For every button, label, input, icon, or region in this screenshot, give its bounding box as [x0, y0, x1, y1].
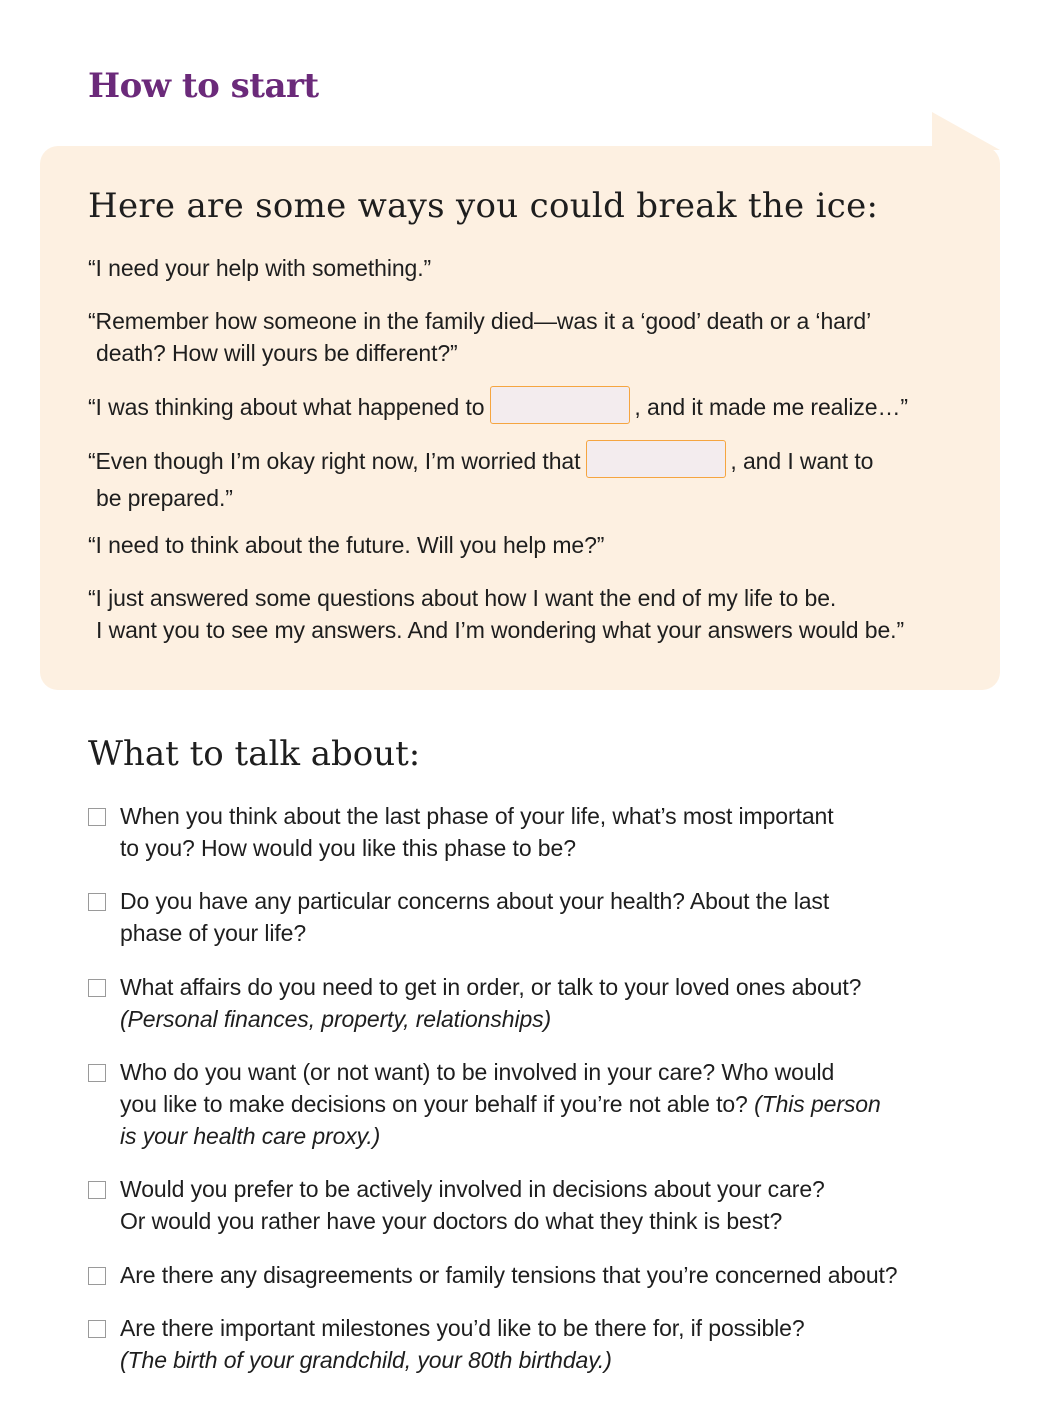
item-note: (This person [754, 1091, 881, 1117]
checkbox[interactable] [88, 979, 106, 997]
item-line: Would you prefer to be actively involved in decisions about your care? [120, 1176, 825, 1202]
item-line: Or would you rather have your doctors do what they think is best? [120, 1208, 783, 1234]
item-line: Do you have any particular concerns about your health? About the last [120, 888, 830, 914]
item-line: to you? How would you like this phase to be? [120, 835, 576, 861]
quote-text: “Remember how someone in the family died—was it a ‘good’ death or a ‘hard’ [88, 308, 872, 334]
item-note: is your health care proxy.) [120, 1123, 381, 1149]
fill-in-blank[interactable] [490, 386, 630, 424]
checklist-item-text [120, 971, 968, 1035]
icebreaker-quote-1 [88, 252, 431, 284]
quote-text-continued: be prepared.” [96, 485, 233, 511]
quote-text: , and I want to [730, 448, 874, 475]
section-title: How to start [88, 66, 319, 106]
quote-text: “I was thinking about what happened to [88, 394, 485, 421]
checklist-item-text [120, 1173, 968, 1237]
item-line: Are there any disagreements or family tensions that you’re concerned about? [120, 1262, 898, 1288]
item-line: Who do you want (or not want) to be involved in your care? Who would [120, 1059, 835, 1085]
checkbox[interactable] [88, 1181, 106, 1199]
item-note: (The birth of your grandchild, your 80th birthday.) [120, 1347, 612, 1373]
quote-text-continued: death? How will yours be different?” [96, 340, 458, 366]
checklist-item [88, 1312, 968, 1376]
talk-heading: What to talk about: [88, 734, 421, 774]
checkbox[interactable] [88, 893, 106, 911]
checkbox[interactable] [88, 1064, 106, 1082]
checklist-item [88, 885, 968, 949]
item-line: you like to make decisions on your behalf if you’re not able to? [120, 1091, 748, 1117]
checklist-item [88, 800, 968, 864]
item-note: (Personal finances, property, relationships) [120, 1006, 552, 1032]
checklist-item-text [120, 1259, 968, 1291]
checklist-item-text [120, 1312, 968, 1376]
item-line: Are there important milestones you’d like to be there for, if possible? [120, 1315, 805, 1341]
quote-text: “Even though I’m okay right now, I’m worried that [88, 448, 581, 475]
item-line: What affairs do you need to get in order, or talk to your loved ones about? [120, 974, 862, 1000]
checklist-item-text [120, 800, 968, 864]
icebreaker-quote-6 [88, 582, 904, 646]
checklist-item [88, 1173, 968, 1237]
checkbox[interactable] [88, 808, 106, 826]
quote-text: , and it made me realize…” [634, 394, 908, 421]
checkbox[interactable] [88, 1320, 106, 1338]
checkbox[interactable] [88, 1267, 106, 1285]
icebreaker-heading: Here are some ways you could break the ice: [88, 186, 879, 226]
checklist-item [88, 1259, 968, 1291]
quote-text: “I just answered some questions about how I want the end of my life to be. [88, 585, 837, 611]
quote-text: “I need to think about the future. Will you help me?” [88, 532, 605, 558]
icebreaker-quote-5 [88, 529, 604, 561]
checklist-item-text [120, 1056, 968, 1152]
quote-text: “I need your help with something.” [88, 255, 432, 281]
checklist-item [88, 1056, 968, 1152]
item-line: phase of your life? [120, 920, 307, 946]
quote-text-continued: I want you to see my answers. And I’m wondering what your answers would be.” [96, 617, 905, 643]
fill-in-blank[interactable] [586, 440, 726, 478]
checklist-item-text [120, 885, 968, 949]
icebreaker-quote-4 [88, 444, 873, 514]
checklist-item [88, 971, 968, 1035]
icebreaker-quote-2 [88, 305, 871, 369]
item-line: When you think about the last phase of your life, what’s most important [120, 803, 834, 829]
icebreaker-quote-3 [88, 390, 908, 428]
